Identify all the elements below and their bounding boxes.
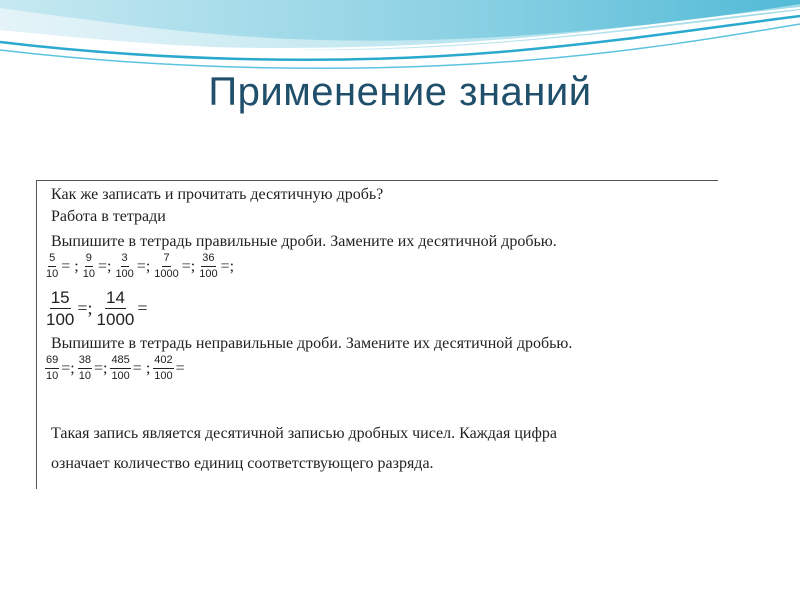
equals-sign: =; — [93, 359, 108, 377]
fraction-denominator: 1000 — [154, 268, 179, 280]
fraction — [153, 355, 173, 382]
equals-sign: =; — [77, 298, 93, 318]
equals-sign: = ; — [61, 257, 79, 275]
equals-sign: =; — [136, 257, 151, 275]
fraction — [45, 253, 59, 280]
fraction — [96, 289, 136, 328]
fraction-numerator: 69 — [45, 355, 59, 369]
fraction-denominator: 10 — [78, 370, 91, 382]
fraction-numerator: 485 — [110, 355, 130, 369]
fraction-numerator: 36 — [201, 253, 215, 267]
fraction-numerator: 38 — [78, 355, 92, 369]
work-in-notebook-line: Работа в тетради — [51, 208, 166, 225]
conclusion-line-2: означает количество единиц соответствующего разряда. — [51, 455, 434, 472]
proper-fractions-row — [45, 253, 237, 280]
fraction-denominator: 100 — [46, 310, 75, 329]
fraction — [45, 289, 75, 328]
proper-fractions-instruction: Выпишите в тетрадь правильные дроби. Замените их десятичной дробью. — [51, 233, 557, 250]
fraction — [82, 253, 96, 280]
proper-fractions-large-row — [45, 289, 151, 328]
equals-sign: = ; — [132, 359, 151, 377]
fraction-numerator: 5 — [48, 253, 56, 267]
equals-sign: = — [175, 359, 185, 377]
fraction — [110, 355, 130, 382]
question-line: Как же записать и прочитать десятичную дробь? — [51, 186, 384, 203]
fraction-denominator: 100 — [111, 370, 130, 382]
fraction-numerator: 402 — [153, 355, 173, 369]
conclusion-line-1: Такая запись является десятичной записью дробных чисел. Каждая цифра — [51, 425, 557, 442]
fraction-numerator: 9 — [85, 253, 93, 267]
equals-sign: =; — [181, 257, 196, 275]
equals-sign: =; — [97, 257, 112, 275]
fraction — [198, 253, 218, 280]
fraction-numerator: 15 — [50, 288, 70, 307]
fraction-numerator: 7 — [162, 253, 170, 267]
equals-sign: =; — [61, 359, 75, 377]
equals-sign: =; — [220, 257, 235, 275]
fraction — [114, 253, 134, 280]
fraction-denominator: 10 — [46, 370, 59, 382]
improper-fractions-instruction: Выпишите в тетрадь неправильные дроби. Замените их десятичной дробью. — [51, 335, 573, 352]
exercise-content — [36, 180, 718, 489]
equals-sign: = — [137, 298, 148, 318]
fraction-denominator: 100 — [199, 268, 218, 280]
fraction — [78, 355, 92, 382]
fraction-denominator: 1000 — [96, 310, 135, 329]
fraction-denominator: 10 — [46, 268, 59, 280]
fraction — [45, 355, 59, 382]
slide-title: Применение знаний — [208, 70, 592, 114]
fraction-denominator: 100 — [115, 268, 134, 280]
fraction — [153, 253, 179, 280]
fraction-denominator: 10 — [82, 268, 95, 280]
improper-fractions-row — [45, 355, 188, 382]
fraction-numerator: 3 — [121, 253, 129, 267]
fraction-denominator: 100 — [154, 370, 173, 382]
fraction-numerator: 14 — [105, 288, 125, 307]
